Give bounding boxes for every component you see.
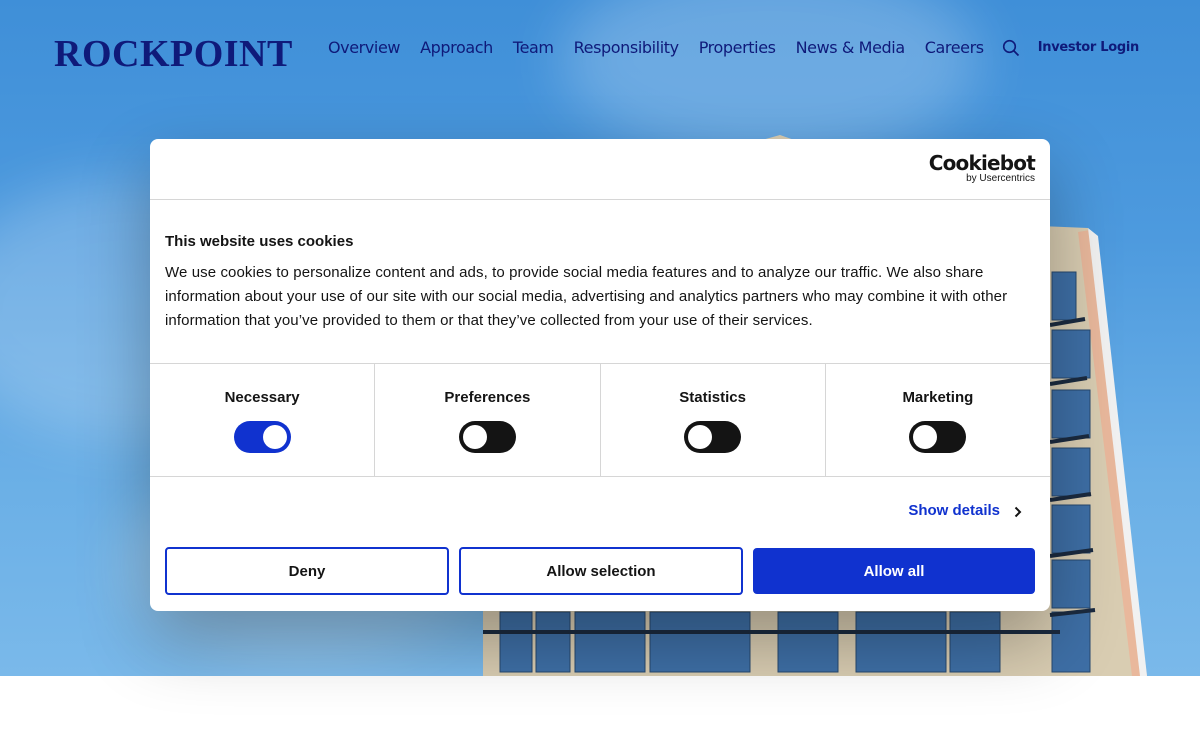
nav-approach[interactable]: Approach — [420, 38, 493, 57]
toggle-group-marketing — [826, 364, 1050, 476]
nav-properties[interactable]: Properties — [698, 38, 776, 57]
toggle-group-preferences — [375, 364, 600, 476]
toggle-knob — [463, 425, 487, 449]
toggle-knob — [688, 425, 712, 449]
nav-responsibility[interactable]: Responsibility — [573, 38, 679, 57]
nav-careers[interactable]: Careers — [924, 38, 984, 57]
dialog-header — [150, 139, 1050, 200]
toggle-label-preferences: Preferences — [444, 389, 531, 406]
consent-toggles — [150, 364, 1050, 477]
details-row — [150, 477, 1050, 545]
toggle-label-necessary: Necessary — [224, 389, 300, 406]
cookiebot-logo[interactable]: Cookiebot by Usercentrics — [928, 151, 1035, 184]
consent-buttons — [165, 547, 1035, 595]
marketing-toggle[interactable] — [909, 421, 966, 453]
site-header — [0, 0, 1200, 100]
statistics-toggle[interactable] — [684, 421, 741, 453]
deny-button[interactable]: Deny — [165, 547, 449, 595]
preferences-toggle[interactable] — [459, 421, 516, 453]
show-details-link[interactable] — [908, 502, 1022, 519]
toggle-group-statistics — [601, 364, 826, 476]
allow-selection-button[interactable]: Allow selection — [459, 547, 743, 595]
nav-news-media[interactable]: News & Media — [795, 38, 905, 57]
allow-all-button[interactable]: Allow all — [753, 548, 1035, 594]
dialog-body — [150, 200, 1050, 364]
show-details-label: Show details — [908, 502, 1000, 519]
search-icon[interactable] — [1002, 39, 1020, 57]
rockpoint-logo[interactable]: ROCKPOINT — [54, 33, 293, 75]
nav-overview[interactable]: Overview — [327, 38, 401, 57]
main-nav — [308, 38, 1139, 57]
toggle-knob — [913, 425, 937, 449]
toggle-label-marketing: Marketing — [902, 389, 974, 406]
nav-team[interactable]: Team — [512, 38, 554, 57]
cookie-consent-dialog — [150, 139, 1050, 611]
toggle-label-statistics: Statistics — [679, 389, 746, 406]
investor-login-link[interactable]: Investor Login — [1037, 40, 1139, 55]
necessary-toggle[interactable] — [234, 421, 291, 453]
dialog-description: We use cookies to personalize content and ads, to provide social media features and to analyze our traffic. We also share information about your use of our site with our social media, advertising and analytics partners who may combine it with other information that you’ve provided to them or that they’ve collected from your use of their services. — [165, 264, 1008, 329]
toggle-knob — [263, 425, 287, 449]
dialog-title: This website uses cookies — [165, 233, 354, 250]
chevron-right-icon — [1014, 505, 1022, 517]
toggle-group-necessary — [150, 364, 375, 476]
